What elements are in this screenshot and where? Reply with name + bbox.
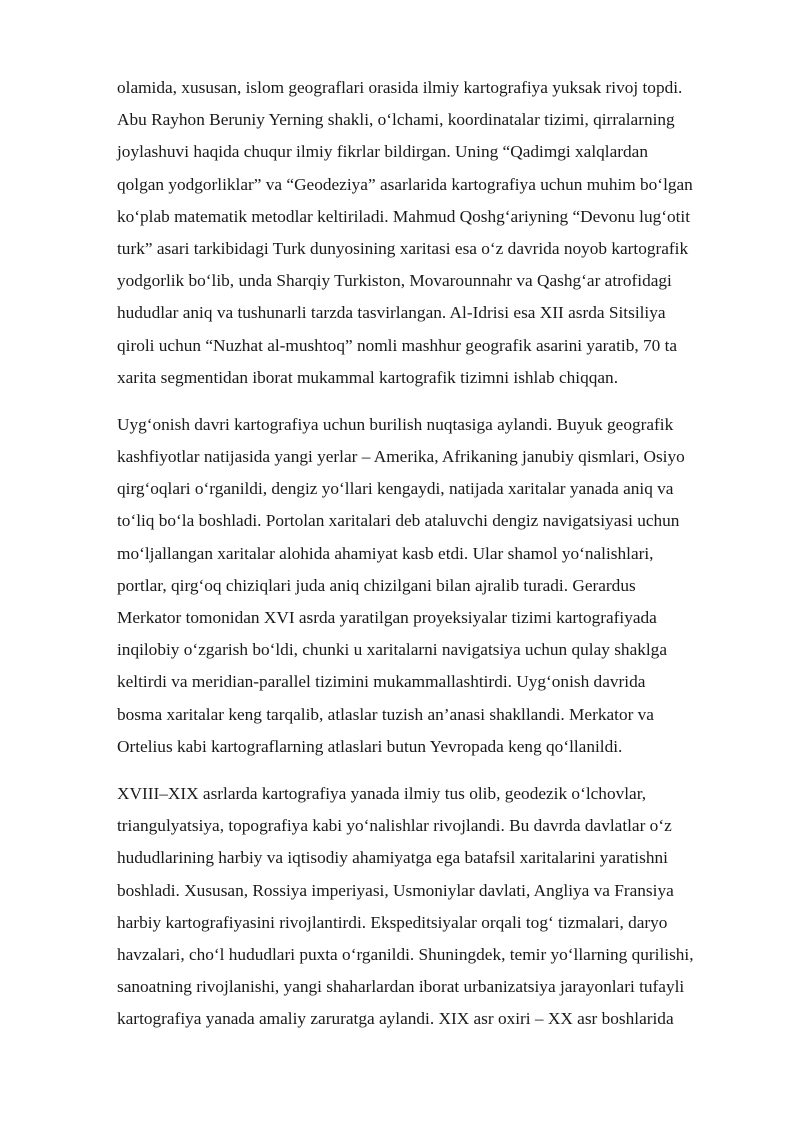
text-line: olamida, xususan, islom geograflari orasida ilmiy kartografiya yuksak rivoj topdi. [117,78,683,97]
text-line: qolgan yodgorliklar” va “Geodeziya” asarlarida kartografiya uchun muhim bo‘lgan [117,174,693,194]
text-line: inqilobiy o‘zgarish bo‘ldi, chunki u xaritalarni navigatsiya uchun qulay shaklga [117,640,667,660]
paragraph-3 [117,778,729,1036]
text-line: havzalari, cho‘l hududlari puxta o‘rganildi. Shuningdek, temir yo‘llarning qurilishi, [117,944,694,964]
text-line: sanoatning rivojlanishi, yangi shaharlardan iborat urbanizatsiya jarayonlari tufayli [117,977,685,997]
text-line: boshladi. Xususan, Rossiya imperiyasi, Usmoniylar davlati, Angliya va Fransiya [117,880,674,900]
text-line: kashfiyotlar natijasida yangi yerlar – Amerika, Afrikaning janubiy qismlari, Osiyo [117,447,685,467]
body-text [117,72,729,1035]
text-line: Ortelius kabi kartograflarning atlaslari butun Yevropada keng qo‘llanildi. [117,736,623,756]
text-line: harbiy kartografiyasini rivojlantirdi. Ekspeditsiyalar orqali tog‘ tizmalari, daryo [117,912,668,932]
text-line: xarita segmentidan iborat mukammal kartografik tizimni ishlab chiqqan. [117,367,619,387]
text-line: hududlarining harbiy va iqtisodiy ahamiyatga ega batafsil xaritalarini yaratishni [117,848,668,868]
text-line: Uyg‘onish davri kartografiya uchun burilish nuqtasiga aylandi. Buyuk geografik [117,414,674,434]
text-line: hududlar aniq va tushunarli tarzda tasvirlangan. Al-Idrisi esa XII asrda Sitsiliya [117,303,666,323]
text-line: qirg‘oqlari o‘rganildi, dengiz yo‘llari kengaydi, natijada xaritalar yanada aniq va [117,479,674,499]
text-line: triangulyatsiya, topografiya kabi yo‘nalishlar rivojlandi. Bu davrda davlatlar o‘z [117,816,672,836]
text-line: to‘liq bo‘la boshladi. Portolan xaritalari deb ataluvchi dengiz navigatsiyasi uchun [117,511,680,531]
text-line: keltirdi va meridian-parallel tizimini mukammallashtirdi. Uyg‘onish davrida [117,672,646,692]
paragraph-2 [117,409,729,763]
text-line: joylashuvi haqida chuqur ilmiy fikrlar bildirgan. Uning “Qadimgi xalqlardan [117,142,648,162]
text-line: yodgorlik bo‘lib, unda Sharqiy Turkiston, Movarounnahr va Qashg‘ar atrofidagi [117,271,672,291]
text-line: mo‘ljallangan xaritalar alohida ahamiyat kasb etdi. Ular shamol yo‘nalishlari, [117,543,654,563]
text-line: portlar, qirg‘oq chiziqlari juda aniq chizilgani bilan ajralib turadi. Gerardus [117,575,636,595]
paragraph-1 [117,72,729,394]
text-line: bosma xaritalar keng tarqalib, atlaslar tuzish an’anasi shakllandi. Merkator va [117,704,654,724]
text-line: kartografiya yanada amaliy zaruratga aylandi. XIX asr oxiri – XX asr boshlarida [117,1009,674,1029]
text-line: qiroli uchun “Nuzhat al-mushtoq” nomli mashhur geografik asarini yaratib, 70 ta [117,335,678,355]
text-line: Merkator tomonidan XVI asrda yaratilgan proyeksiyalar tizimi kartografiyada [117,608,657,627]
text-line: ko‘plab matematik metodlar keltiriladi. Mahmud Qoshg‘ariyning “Devonu lug‘otit [117,206,691,226]
text-line: turk” asari tarkibidagi Turk dunyosining xaritasi esa o‘z davrida noyob kartografik [117,238,689,258]
text-line: Abu Rayhon Beruniy Yerning shakli, o‘lchami, koordinatalar tizimi, qirralarning [117,110,675,130]
text-line: XVIII–XIX asrlarda kartografiya yanada ilmiy tus olib, geodezik o‘lchovlar, [117,783,647,803]
